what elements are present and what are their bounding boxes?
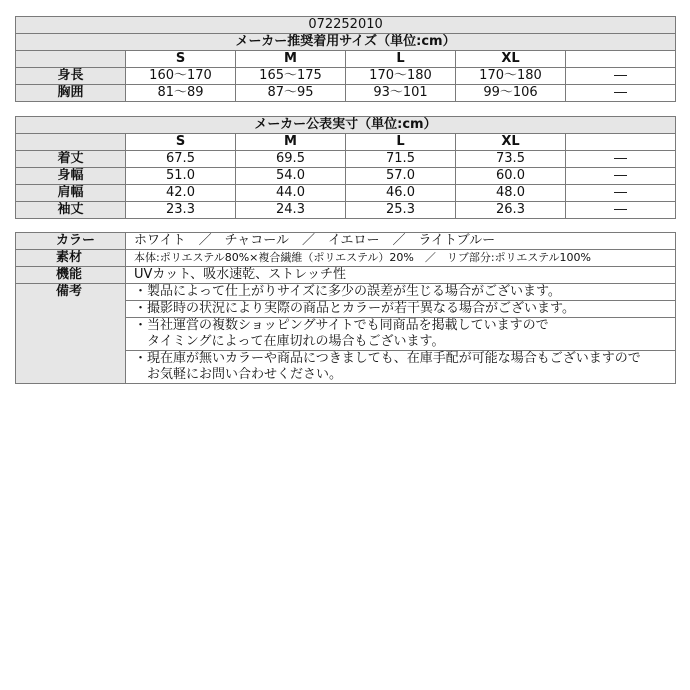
table-row bbox=[16, 168, 676, 185]
size-header-row bbox=[16, 51, 676, 68]
cell-value: 48.0 bbox=[456, 185, 566, 202]
note-line: ・当社運営の複数ショッピングサイトでも同商品を掲載していますので bbox=[126, 318, 676, 335]
cell-value: 87～95 bbox=[236, 85, 346, 102]
actual-title: メーカー公表実寸（単位:cm） bbox=[16, 117, 676, 134]
size-l-header: L bbox=[346, 134, 456, 151]
note-line: ・撮影時の状況により実際の商品とカラーが若干異なる場合がございます。 bbox=[126, 301, 676, 318]
notes-row bbox=[16, 284, 676, 301]
cell-value: ― bbox=[566, 85, 676, 102]
table-row bbox=[16, 85, 676, 102]
cell-value: 42.0 bbox=[126, 185, 236, 202]
note-line: ・製品によって仕上がりサイズに多少の誤差が生じる場合がございます。 bbox=[126, 284, 676, 301]
cell-value: 57.0 bbox=[346, 168, 456, 185]
row-label-shoulder: 肩幅 bbox=[16, 185, 126, 202]
function-row bbox=[16, 267, 676, 284]
cell-value: 67.5 bbox=[126, 151, 236, 168]
cell-value: ― bbox=[566, 202, 676, 219]
cell-value: 51.0 bbox=[126, 168, 236, 185]
cell-value: 60.0 bbox=[456, 168, 566, 185]
actual-title-row bbox=[16, 117, 676, 134]
actual-size-table bbox=[15, 116, 676, 219]
cell-value: 93～101 bbox=[346, 85, 456, 102]
cell-value: 23.3 bbox=[126, 202, 236, 219]
cell-value: 26.3 bbox=[456, 202, 566, 219]
cell-value: ― bbox=[566, 185, 676, 202]
row-label-sleeve: 袖丈 bbox=[16, 202, 126, 219]
cell-value: 71.5 bbox=[346, 151, 456, 168]
material-label: 素材 bbox=[16, 250, 126, 267]
size-l-header: L bbox=[346, 51, 456, 68]
cell-value: 24.3 bbox=[236, 202, 346, 219]
cell-value: 170～180 bbox=[346, 68, 456, 85]
material-row bbox=[16, 250, 676, 267]
product-code-row bbox=[16, 17, 676, 34]
size-xl-header: XL bbox=[456, 51, 566, 68]
size-s-header: S bbox=[126, 134, 236, 151]
cell-value: 81～89 bbox=[126, 85, 236, 102]
color-row bbox=[16, 233, 676, 250]
note-line: お気軽にお問い合わせください。 bbox=[126, 367, 676, 384]
row-label-length: 着丈 bbox=[16, 151, 126, 168]
size-extra-header bbox=[566, 51, 676, 68]
cell-value: 73.5 bbox=[456, 151, 566, 168]
cell-value: 25.3 bbox=[346, 202, 456, 219]
table-row bbox=[16, 68, 676, 85]
size-header-row bbox=[16, 134, 676, 151]
size-m-header: M bbox=[236, 134, 346, 151]
recommended-title-row bbox=[16, 34, 676, 51]
table-row bbox=[16, 202, 676, 219]
size-s-header: S bbox=[126, 51, 236, 68]
recommended-title: メーカー推奨着用サイズ（単位:cm） bbox=[16, 34, 676, 51]
material-value: 本体:ポリエステル80%×複合繊維（ポリエステル）20% ／ リブ部分:ポリエステル100% bbox=[126, 250, 676, 267]
recommended-size-table bbox=[15, 16, 676, 102]
color-value: ホワイト ／ チャコール ／ イエロー ／ ライトブルー bbox=[126, 233, 676, 250]
cell-value: 99～106 bbox=[456, 85, 566, 102]
color-label: カラー bbox=[16, 233, 126, 250]
product-details-table bbox=[15, 232, 676, 384]
note-line: タイミングによって在庫切れの場合もございます。 bbox=[126, 334, 676, 351]
table-row bbox=[16, 151, 676, 168]
notes-label: 備考 bbox=[16, 284, 126, 384]
cell-value: 69.5 bbox=[236, 151, 346, 168]
table-row bbox=[16, 185, 676, 202]
cell-value: 170～180 bbox=[456, 68, 566, 85]
cell-value: 44.0 bbox=[236, 185, 346, 202]
size-xl-header: XL bbox=[456, 134, 566, 151]
note-line: ・現在庫が無いカラーや商品につきましても、在庫手配が可能な場合もございますので bbox=[126, 351, 676, 368]
cell-value: 160～170 bbox=[126, 68, 236, 85]
cell-value: ― bbox=[566, 151, 676, 168]
size-extra-header bbox=[566, 134, 676, 151]
function-label: 機能 bbox=[16, 267, 126, 284]
product-code: 072252010 bbox=[16, 17, 676, 34]
cell-value: 46.0 bbox=[346, 185, 456, 202]
row-label-chest: 胸囲 bbox=[16, 85, 126, 102]
size-m-header: M bbox=[236, 51, 346, 68]
row-label-height: 身長 bbox=[16, 68, 126, 85]
cell-value: ― bbox=[566, 68, 676, 85]
row-label-width: 身幅 bbox=[16, 168, 126, 185]
cell-value: ― bbox=[566, 168, 676, 185]
function-value: UVカット、吸水速乾、ストレッチ性 bbox=[126, 267, 676, 284]
cell-value: 165～175 bbox=[236, 68, 346, 85]
cell-value: 54.0 bbox=[236, 168, 346, 185]
